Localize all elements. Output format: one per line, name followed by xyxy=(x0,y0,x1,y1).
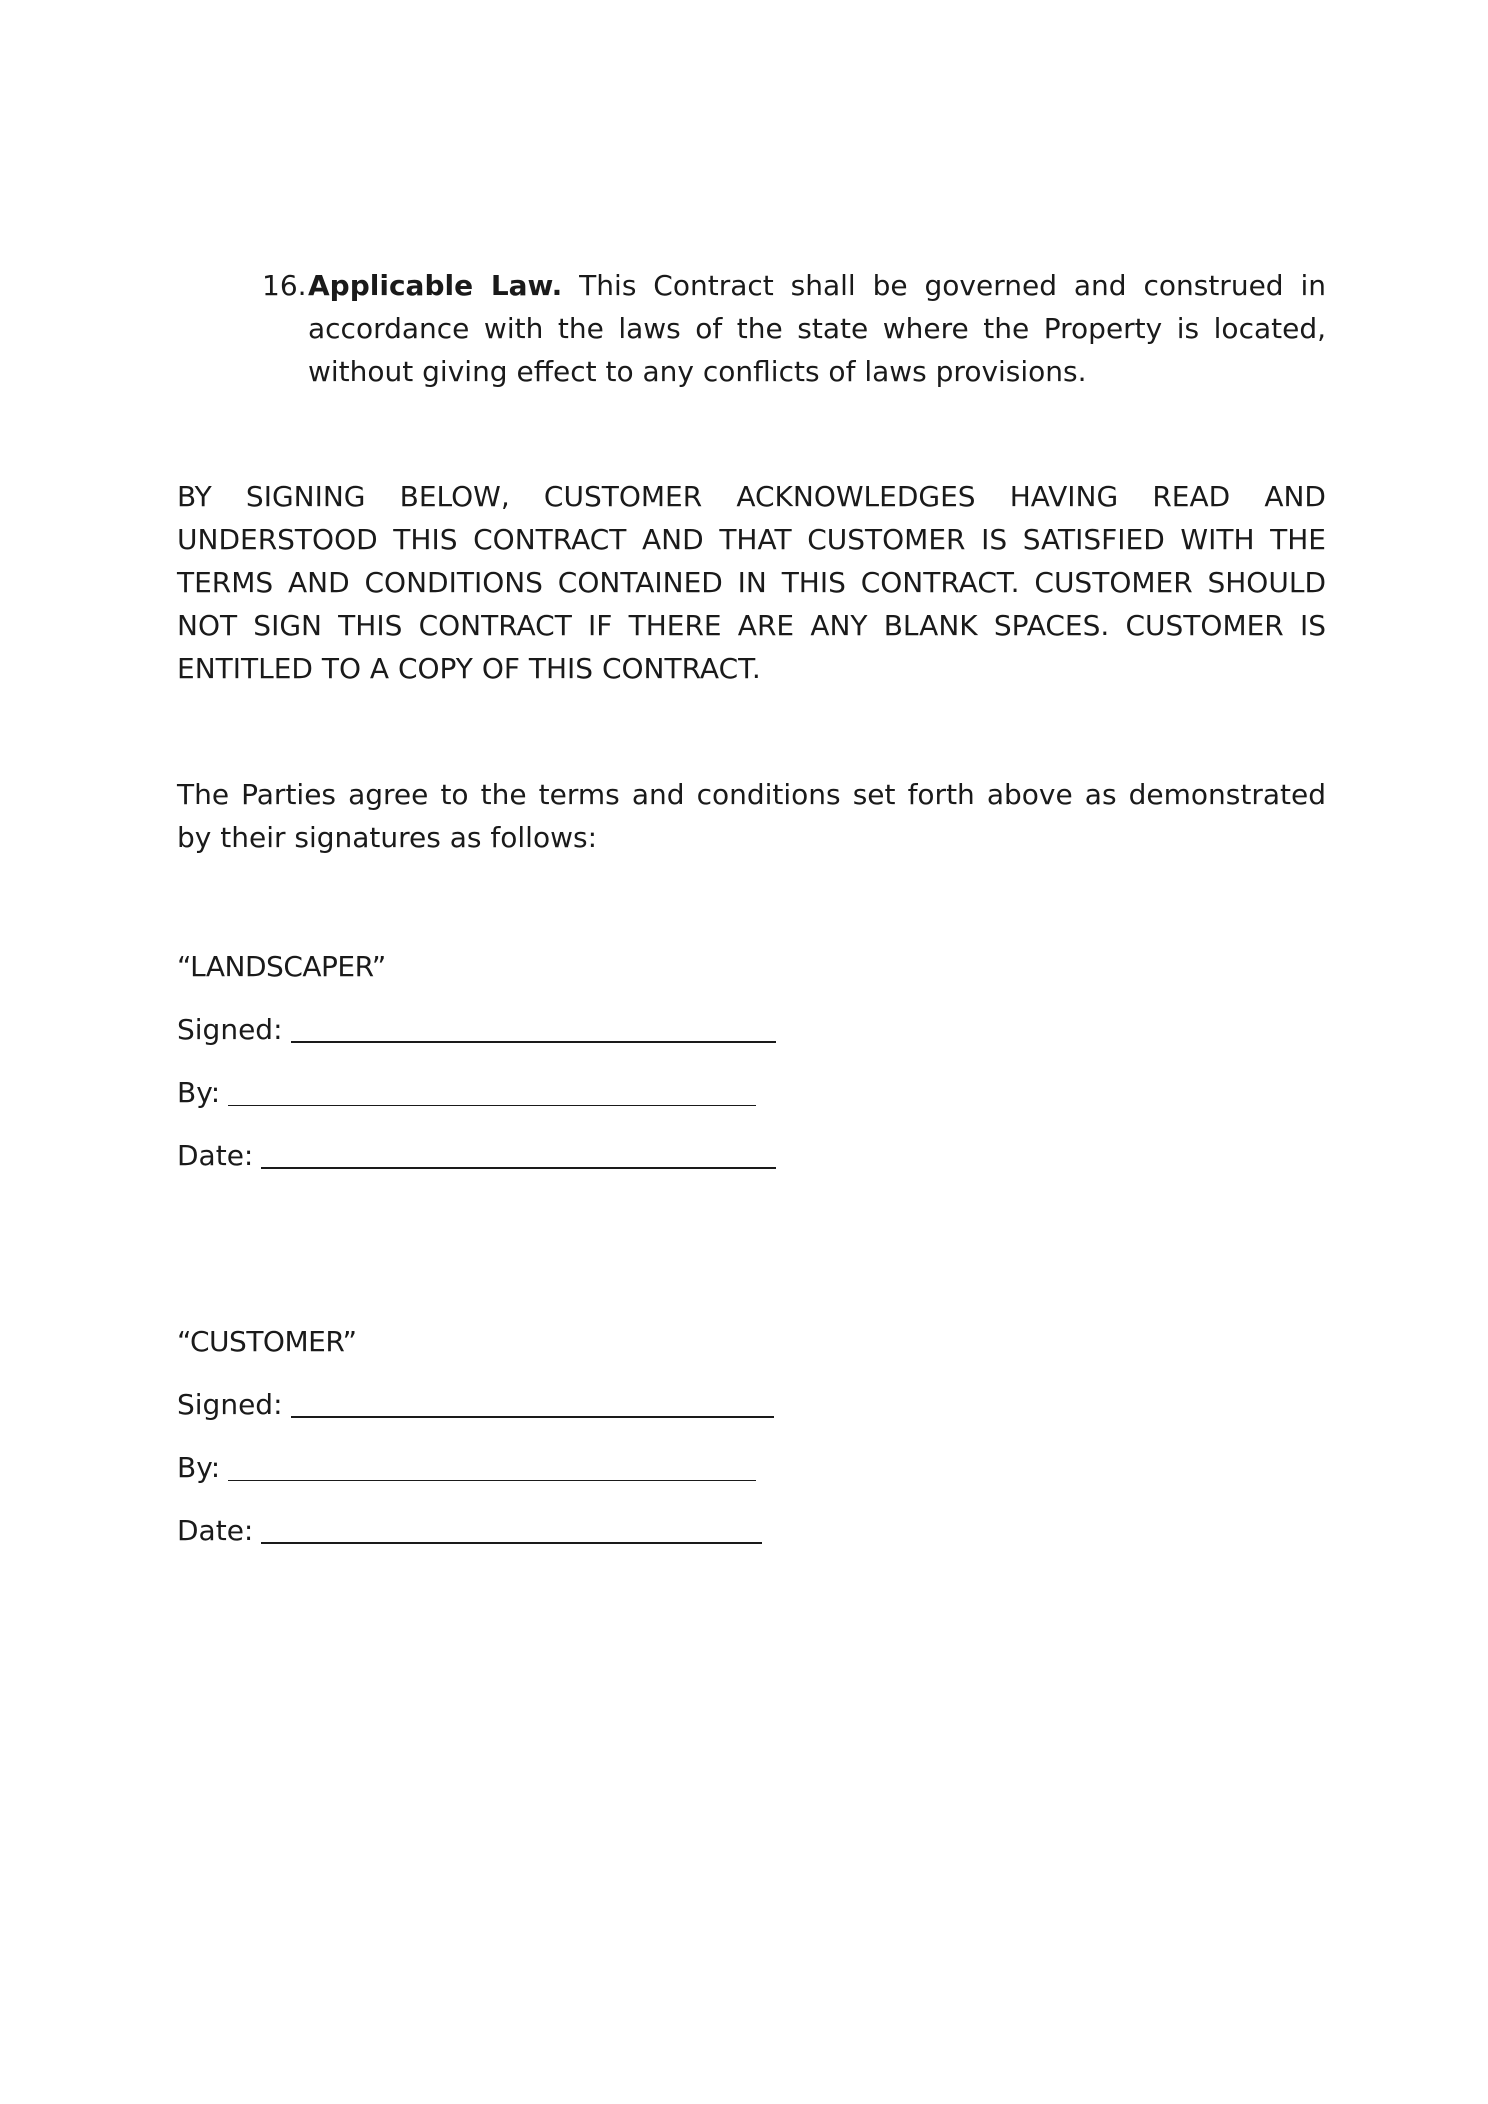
clause-text: This Contract shall be governed and construed in accordance with the laws of the state where the Property is located, without giving effect to any conflicts of laws provisions. xyxy=(308,269,1326,388)
clause-applicable-law xyxy=(262,264,1326,393)
customer-date-row xyxy=(177,1509,877,1552)
by-label: By: xyxy=(177,1451,221,1484)
by-label: By: xyxy=(177,1076,221,1109)
landscaper-signed-line[interactable] xyxy=(291,1011,776,1043)
clause-body xyxy=(308,264,1326,393)
customer-signed-line[interactable] xyxy=(291,1386,774,1418)
landscaper-date-row xyxy=(177,1134,877,1177)
clause-heading: Applicable Law. xyxy=(308,269,563,302)
landscaper-date-line[interactable] xyxy=(261,1137,776,1169)
customer-signature-block xyxy=(177,1320,877,1552)
signed-label: Signed: xyxy=(177,1013,283,1046)
customer-by-row xyxy=(177,1446,877,1489)
landscaper-signature-block xyxy=(177,945,877,1177)
date-label: Date: xyxy=(177,1514,254,1547)
customer-date-line[interactable] xyxy=(261,1512,762,1544)
landscaper-by-row xyxy=(177,1071,877,1114)
acknowledgement-paragraph: BY SIGNING BELOW, CUSTOMER ACKNOWLEDGES HAVING READ AND UNDERSTOOD THIS CONTRACT AND THAT CUSTOMER IS SATISFIED WITH THE TERMS AND CONDITIONS CONTAINED IN THIS CONTRACT. CUSTOMER SHOULD NOT SIGN THIS CONTRACT IF THERE ARE ANY BLANK SPACES. CUSTOMER IS ENTITLED TO A COPY OF THIS CONTRACT. xyxy=(177,480,1326,685)
landscaper-title: “LANDSCAPER” xyxy=(177,950,386,983)
customer-by-line[interactable] xyxy=(228,1450,756,1481)
clause-number: 16. xyxy=(262,269,307,302)
landscaper-signed-row xyxy=(177,1008,877,1051)
signed-label: Signed: xyxy=(177,1388,283,1421)
date-label: Date: xyxy=(177,1139,254,1172)
landscaper-by-line[interactable] xyxy=(228,1075,756,1106)
agreement-paragraph: The Parties agree to the terms and conditions set forth above as demonstrated by their signatures as follows: xyxy=(177,778,1326,854)
customer-signed-row xyxy=(177,1383,877,1426)
customer-title: “CUSTOMER” xyxy=(177,1325,357,1358)
